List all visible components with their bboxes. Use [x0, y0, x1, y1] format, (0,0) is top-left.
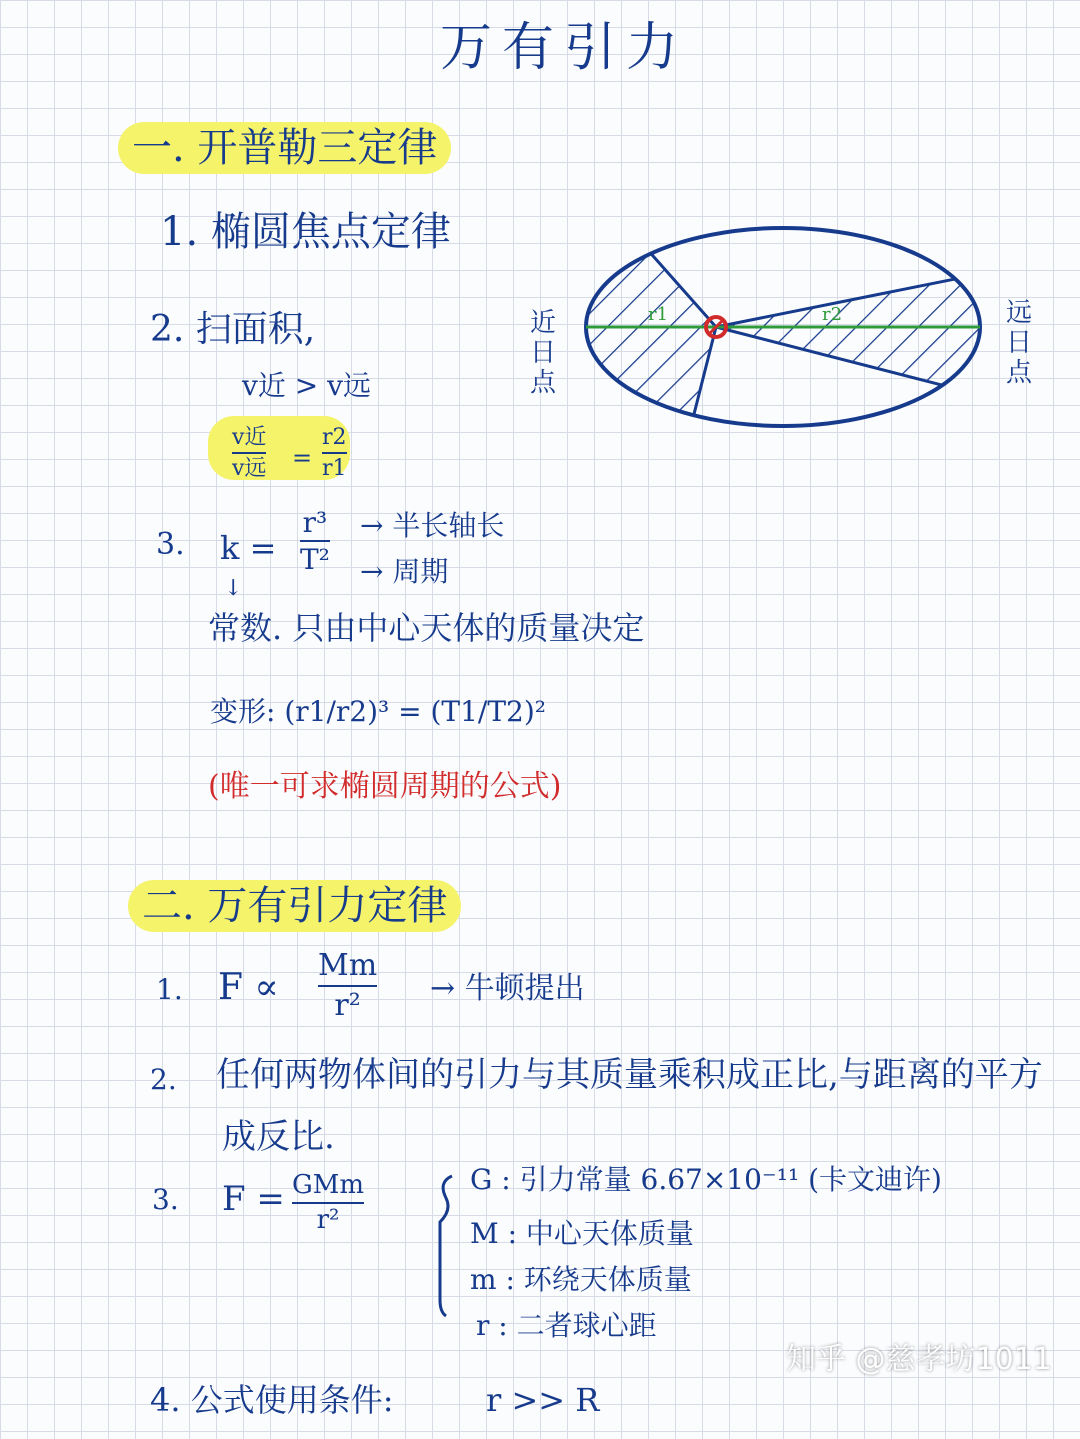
r1-label: r1	[648, 304, 669, 325]
k-den: T²	[300, 543, 330, 577]
aphelion-char: 日	[1006, 328, 1033, 358]
ratio-r-den: r1	[322, 456, 347, 482]
perihelion-char: 近	[530, 308, 557, 338]
r2-label: r2	[822, 304, 843, 325]
frac-num: GMm	[292, 1170, 365, 1200]
constant-note: 常数. 只由中心天体的质量决定	[208, 609, 645, 647]
aphelion-char: 点	[1006, 358, 1033, 388]
k-note-semimajor: → 半长轴长	[360, 509, 505, 542]
section1-heading: 一. 开普勒三定律	[118, 122, 451, 174]
ratio-equals: =	[292, 444, 313, 472]
gravity-law-statement-cont: 成反比.	[222, 1117, 335, 1157]
kepler-law-3-number: 3.	[156, 527, 185, 562]
gravity-item1-number: 1.	[156, 973, 183, 1006]
aphelion-char: 远	[1006, 298, 1033, 328]
def-m: m : 环绕天体质量	[470, 1263, 692, 1296]
gravity-item3-number: 3.	[152, 1183, 179, 1216]
gravity-proportional-lhs: F ∝	[218, 967, 279, 1008]
frac-den: r²	[334, 987, 361, 1023]
section2-heading: 二. 万有引力定律	[128, 880, 461, 932]
def-r: r : 二者球心距	[476, 1309, 657, 1342]
usage-condition: r >> R	[486, 1381, 600, 1419]
perihelion-char: 日	[530, 338, 557, 368]
def-M: M : 中心天体质量	[470, 1217, 694, 1250]
velocity-compare: v近 > v远	[242, 369, 371, 402]
frac-den: r²	[316, 1205, 340, 1236]
ratio-den: v远	[232, 456, 267, 482]
usage-condition-label: 4. 公式使用条件:	[150, 1381, 394, 1419]
gravity-law-statement: 任何两物体间的引力与其质量乘积成正比,与距离的平方	[216, 1055, 1043, 1095]
perihelion-char: 点	[530, 368, 557, 398]
kepler-law-1: 1. 椭圆焦点定律	[160, 209, 451, 255]
k-note-period: → 周期	[360, 555, 449, 588]
ratio-r-num: r2	[322, 425, 347, 450]
gravity-formula-lhs: F =	[222, 1179, 285, 1219]
frac-num: Mm	[318, 948, 378, 983]
page-title: 万有引力	[440, 18, 689, 78]
unique-formula-note: (唯一可求椭圆周期的公式)	[208, 769, 562, 804]
k-num: r³	[302, 506, 328, 539]
newton-note: → 牛顿提出	[430, 971, 585, 1006]
down-arrow: ↓	[224, 576, 243, 601]
gravity-item2-number: 2.	[150, 1063, 177, 1096]
watermark: 知乎 @慈孝坊1011	[786, 1342, 1052, 1377]
k-lhs: k =	[220, 529, 277, 567]
def-G: G : 引力常量 6.67×10⁻¹¹ (卡文迪许)	[470, 1163, 942, 1196]
kepler-law-2: 2. 扫面积,	[150, 309, 316, 350]
ratio-num: v近	[232, 425, 267, 450]
deformation-formula: 变形: (r1/r2)³ = (T1/T2)²	[210, 695, 546, 728]
